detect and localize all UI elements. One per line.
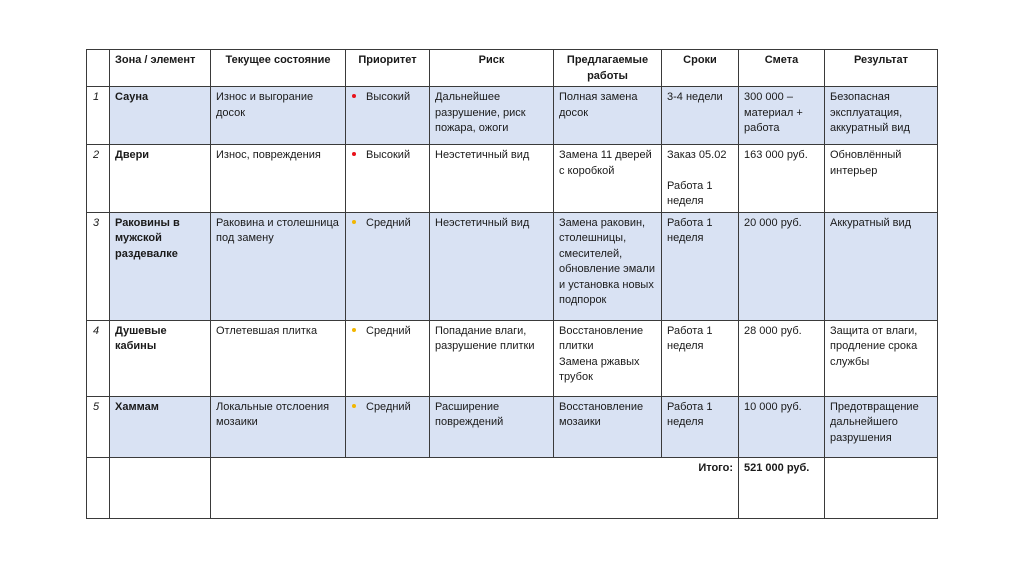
table-row [87, 396, 938, 457]
works-line-1: Восстановление плитки [559, 324, 644, 352]
terms-cell: 3-4 недели [662, 87, 739, 145]
header-zone: Зона / элемент [110, 50, 211, 87]
works-cell: Полная замена досок [554, 87, 662, 145]
table-row [87, 320, 938, 396]
zone-cell: Хаммам [110, 396, 211, 457]
row-number: 1 [87, 87, 110, 145]
priority-cell [346, 145, 430, 213]
header-num [87, 50, 110, 87]
result-cell: Аккуратный вид [825, 212, 938, 320]
risk-cell: Дальнейшее разрушение, риск пожара, ожоги [430, 87, 554, 145]
header-works: Предлагаемые работы [554, 50, 662, 87]
estimate-cell: 28 000 руб. [739, 320, 825, 396]
terms-order-text: Заказ 05.02 [667, 149, 727, 161]
priority-label: Средний [366, 216, 411, 229]
estimate-cell: 20 000 руб. [739, 212, 825, 320]
priority-label: Высокий [366, 91, 411, 103]
works-cell: Замена 11 дверей с коробкой [554, 145, 662, 213]
risk-cell: Расширение повреждений [430, 396, 554, 457]
estimate-cell: 163 000 руб. [739, 145, 825, 213]
risk-cell: Неэстетичный вид [430, 145, 554, 213]
estimate-cell: 10 000 руб. [739, 396, 825, 457]
total-empty-num [87, 457, 110, 518]
priority-label: Средний [366, 324, 411, 337]
row-number: 5 [87, 396, 110, 457]
state-cell: Локальные отслоения мозаики [211, 396, 346, 457]
total-value: 521 000 руб. [739, 457, 825, 518]
works-line-2: Замена ржавых трубок [559, 355, 640, 383]
zone-cell: Сауна [110, 87, 211, 145]
terms-cell: Работа 1 неделя [662, 396, 739, 457]
state-cell: Износ, повреждения [211, 145, 346, 213]
repair-plan-table [86, 49, 938, 519]
header-estimate: Смета [739, 50, 825, 87]
header-result: Результат [825, 50, 938, 87]
works-cell [554, 320, 662, 396]
priority-cell [346, 87, 430, 145]
priority-cell [346, 212, 430, 320]
zone-cell: Двери [110, 145, 211, 213]
priority-label: Средний [366, 400, 411, 413]
priority-cell [346, 320, 430, 396]
risk-cell: Неэстетичный вид [430, 212, 554, 320]
priority-dot-icon [352, 152, 356, 156]
zone-cell: Раковины в мужской раздевалке [110, 212, 211, 320]
terms-cell: Работа 1 неделя [662, 212, 739, 320]
zone-cell: Душевые кабины [110, 320, 211, 396]
priority-cell [346, 396, 430, 457]
priority-dot-icon [352, 328, 356, 332]
row-number: 2 [87, 145, 110, 213]
header-row [87, 50, 938, 87]
header-priority: Приоритет [346, 50, 430, 87]
terms-work-text: Работа 1 неделя [667, 179, 713, 207]
priority-label: Высокий [366, 149, 411, 161]
header-risk: Риск [430, 50, 554, 87]
terms-cell [662, 145, 739, 213]
state-cell: Отлетевшая плитка [211, 320, 346, 396]
total-row [87, 457, 938, 518]
row-number: 3 [87, 212, 110, 320]
estimate-table-sheet [86, 49, 937, 519]
priority-dot-icon [352, 94, 356, 98]
result-cell: Защита от влаги, продление срока службы [825, 320, 938, 396]
terms-cell: Работа 1 неделя [662, 320, 739, 396]
works-cell: Замена раковин, столешницы, смесителей, обновление эмали и установка новых подпорок [554, 212, 662, 320]
estimate-cell: 300 000 – материал + работа [739, 87, 825, 145]
total-label: Итого: [211, 457, 739, 518]
row-number: 4 [87, 320, 110, 396]
risk-cell: Попадание влаги, разрушение плитки [430, 320, 554, 396]
total-empty-zone [110, 457, 211, 518]
table-row [87, 87, 938, 145]
total-empty-result [825, 457, 938, 518]
header-state: Текущее состояние [211, 50, 346, 87]
result-cell: Предотвращение дальнейшего разрушения [825, 396, 938, 457]
header-terms: Сроки [662, 50, 739, 87]
priority-dot-icon [352, 220, 356, 224]
result-cell: Обновлённый интерьер [825, 145, 938, 213]
priority-dot-icon [352, 404, 356, 408]
result-cell: Безопасная эксплуатация, аккуратный вид [825, 87, 938, 145]
table-row [87, 145, 938, 213]
state-cell: Износ и выгорание досок [211, 87, 346, 145]
state-cell: Раковина и столешница под замену [211, 212, 346, 320]
table-row [87, 212, 938, 320]
works-cell: Восстановление мозаики [554, 396, 662, 457]
